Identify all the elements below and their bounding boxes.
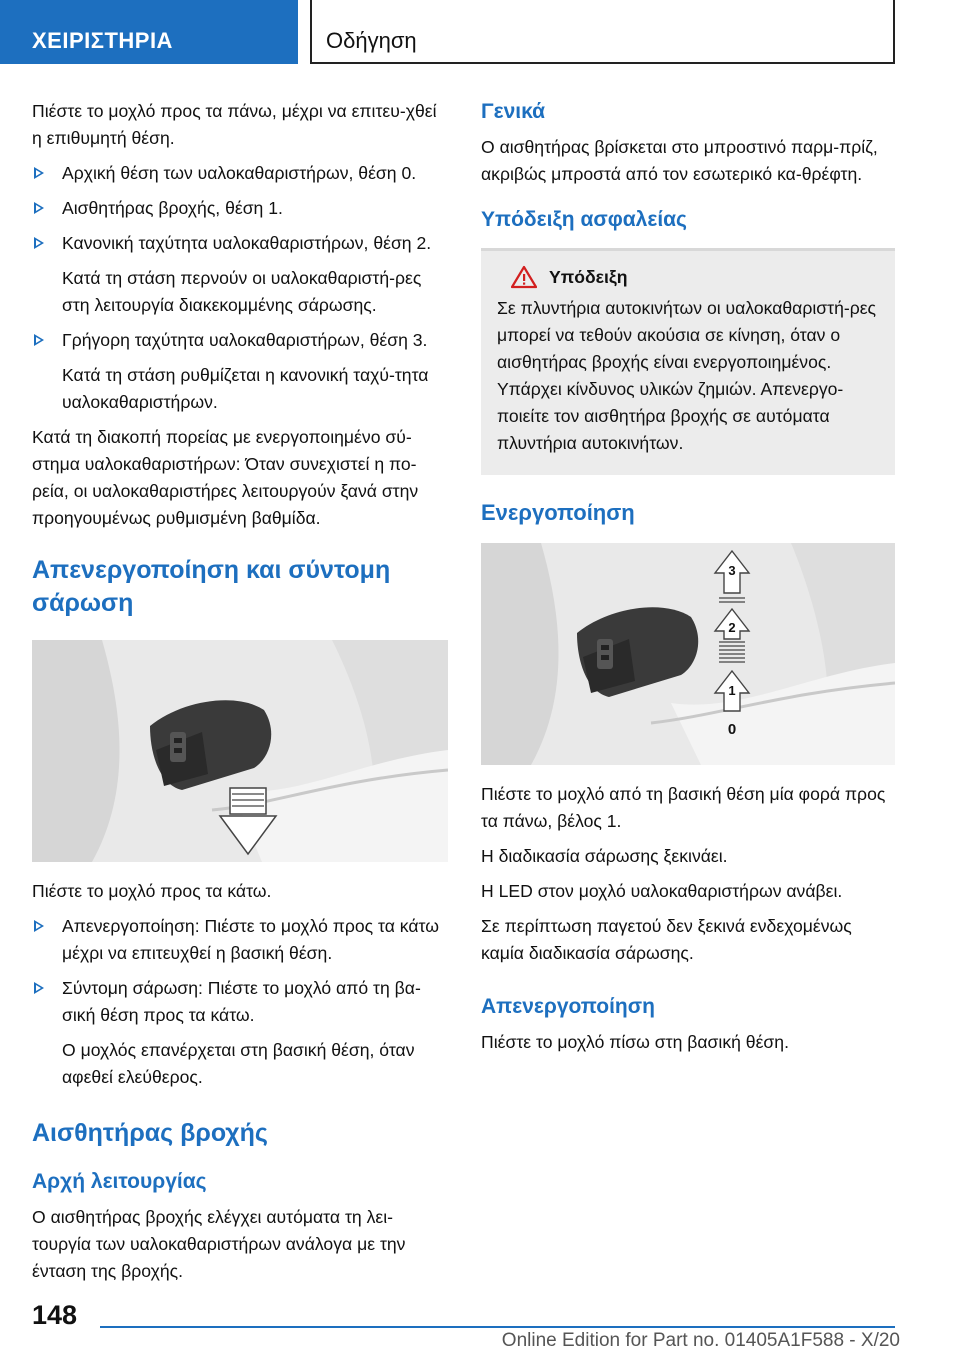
- bullet-triangle-icon: [34, 202, 44, 214]
- lever-positions-drawing: [481, 543, 895, 765]
- bullet-triangle-icon: [34, 167, 44, 179]
- warning-header: [497, 265, 879, 289]
- heading-general: Γενικά: [481, 100, 546, 123]
- heading-principle: Αρχή λειτουργίας: [32, 1170, 207, 1193]
- list-item: [32, 195, 448, 222]
- position-label-0: 0: [727, 721, 737, 738]
- heading-deactivation: Απενεργοποίηση: [481, 995, 655, 1018]
- list-item-note: Κατά τη στάση ρυθμίζεται η κανονική ταχύ-τητα υαλοκαθαριστήρων.: [62, 365, 429, 412]
- activation-step-3: Η LED στον μοχλό υαλοκαθαριστήρων ανάβει.: [481, 881, 843, 901]
- lever-positions-illustration: [481, 543, 895, 765]
- warning-text: Σε πλυντήρια αυτοκινήτων οι υαλοκαθαριστή-ρες μπορεί να τεθούν ακούσια σε κίνηση, όταν ο αισθητήρας βροχής είναι ενεργοποιημένος. Υπάρχει κίνδυνος υλικών ζημιών. Απενεργο-ποιείτε τον αισθητήρα βροχής σε αυτόματα πλυντήρια αυτοκινήτων.: [497, 298, 877, 453]
- warning-title: Υπόδειξη: [549, 266, 628, 287]
- heading-deactivation-short-wipe: Απενεργοποίηση και σύντομη σάρωση: [32, 556, 391, 617]
- activation-step-1: Πιέστε το μοχλό από τη βασική θέση μία φορά προς τα πάνω, βέλος 1.: [481, 784, 886, 831]
- bullet-triangle-icon: [34, 920, 44, 932]
- deactivation-text: Πιέστε το μοχλό πίσω στη βασική θέση.: [481, 1032, 789, 1052]
- intro-text: Πιέστε το μοχλό προς τα πάνω, μέχρι να επιτευ-χθεί η επιθυμητή θέση.: [32, 101, 437, 148]
- bullet-triangle-icon: [34, 334, 44, 346]
- list-item-text: Σύντομη σάρωση: Πιέστε το μοχλό από τη βα-σική θέση προς τα κάτω.: [62, 978, 421, 1025]
- list-item-text: Γρήγορη ταχύτητα υαλοκαθαριστήρων, θέση 3.: [62, 330, 428, 350]
- instruction-text: Πιέστε το μοχλό προς τα κάτω.: [32, 881, 272, 901]
- lever-down-illustration: [32, 640, 448, 862]
- lever-down-drawing: [32, 640, 448, 862]
- list-item-note: Κατά τη στάση περνούν οι υαλοκαθαριστή-ρες στη λειτουργία διακεκομμένης σάρωσης.: [62, 268, 422, 315]
- activation-step-2: Η διαδικασία σάρωσης ξεκινάει.: [481, 846, 728, 866]
- heading-activation: Ενεργοποίηση: [481, 500, 635, 525]
- warning-box: [481, 248, 895, 475]
- list-item: [32, 230, 448, 257]
- arrow-label-3: 3: [728, 563, 736, 578]
- heading-rain-sensor: Αισθητήρας βροχής: [32, 1119, 268, 1147]
- general-text: Ο αισθητήρας βρίσκεται στο μπροστινό παρμ-πρίζ, ακριβώς μπροστά από τον εσωτερικό κα-θρέφτη.: [481, 137, 878, 184]
- left-column: [32, 98, 448, 1293]
- heading-safety-note: Υπόδειξη ασφαλείας: [481, 208, 687, 231]
- bullet-triangle-icon: [34, 237, 44, 249]
- arrow-label-1: 1: [728, 683, 736, 698]
- page-number: 148: [32, 1300, 78, 1330]
- list-item: [32, 975, 448, 1029]
- principle-text: Ο αισθητήρας βροχής ελέγχει αυτόματα τη λει-τουργία των υαλοκαθαριστήρων ανάλογα με την ένταση της βροχής.: [32, 1207, 406, 1281]
- bullet-triangle-icon: [34, 982, 44, 994]
- edition-note: Online Edition for Part no. 01405A1F588 - X/20: [501, 1330, 900, 1351]
- footer-divider: [100, 1326, 895, 1328]
- list-item-text: Αρχική θέση των υαλοκαθαριστήρων, θέση 0.: [62, 163, 417, 183]
- section-title: Οδήγηση: [310, 0, 895, 64]
- warning-triangle-icon: [511, 265, 537, 289]
- list-item: [32, 160, 448, 187]
- list-item-text: Κανονική ταχύτητα υαλοκαθαριστήρων, θέση 2.: [62, 233, 432, 253]
- chapter-tab: ΧΕΙΡΙΣΤΗΡΙΑ: [0, 0, 298, 64]
- paragraph: Κατά τη διακοπή πορείας με ενεργοποιημένο σύ-στημα υαλοκαθαριστήρων: Όταν συνεχιστεί η πο-ρεία, οι υαλοκαθαριστήρες λειτουργούν ξανά στην προηγουμένως ρυθμισμένη βαθμίδα.: [32, 427, 419, 528]
- list-item-text: Απενεργοποίηση: Πιέστε το μοχλό προς τα κάτω μέχρι να επιτευχθεί η βασική θέση.: [62, 916, 439, 963]
- right-column: [481, 98, 895, 1064]
- list-item-text: Αισθητήρας βροχής, θέση 1.: [62, 198, 283, 218]
- list-item: [32, 913, 448, 967]
- arrow-label-2: 2: [728, 620, 736, 635]
- list-item: [32, 327, 448, 354]
- activation-step-4: Σε περίπτωση παγετού δεν ξεκινά ενδεχομένως καμία διαδικασία σάρωσης.: [481, 916, 852, 963]
- list-item-note: Ο μοχλός επανέρχεται στη βασική θέση, όταν αφεθεί ελεύθερος.: [62, 1040, 415, 1087]
